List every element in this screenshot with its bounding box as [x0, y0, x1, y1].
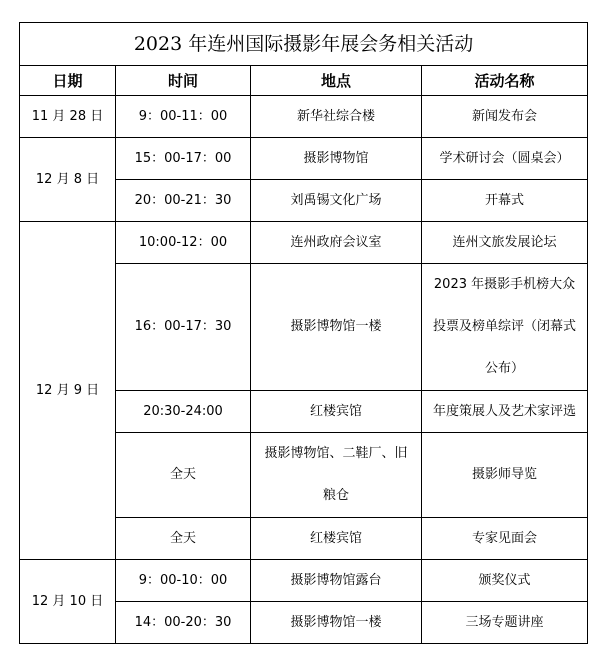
time-cell: 9：00-10：00 [116, 560, 251, 602]
time-cell: 20:30-24:00 [116, 391, 251, 433]
activity-text: 2023 年摄影手机榜大众投票及榜单综评（闭幕式公布） [433, 277, 577, 376]
table-row [20, 222, 588, 264]
header-activity: 活动名称 [422, 66, 588, 96]
table-row [20, 96, 588, 138]
activity-cell: 颁奖仪式 [422, 560, 588, 602]
time-cell: 10:00-12：00 [116, 222, 251, 264]
activity-cell: 新闻发布会 [422, 96, 588, 138]
place-cell: 红楼宾馆 [251, 518, 422, 560]
activity-cell [422, 264, 588, 391]
activity-cell: 开幕式 [422, 180, 588, 222]
header-date: 日期 [20, 66, 116, 96]
time-cell: 15：00-17：00 [116, 138, 251, 180]
schedule-table [19, 22, 588, 644]
place-cell: 摄影博物馆一楼 [251, 264, 422, 391]
place-text: 摄影博物馆、二鞋厂、旧粮仓 [264, 446, 408, 503]
date-cell: 11 月 28 日 [20, 96, 116, 138]
activity-cell: 摄影师导览 [422, 433, 588, 518]
place-cell: 刘禹锡文化广场 [251, 180, 422, 222]
time-cell: 9：00-11：00 [116, 96, 251, 138]
time-cell: 20：00-21：30 [116, 180, 251, 222]
place-cell: 摄影博物馆露台 [251, 560, 422, 602]
date-cell: 12 月 9 日 [20, 222, 116, 560]
date-cell: 12 月 10 日 [20, 560, 116, 644]
table-row [20, 138, 588, 180]
place-cell: 红楼宾馆 [251, 391, 422, 433]
schedule-sheet [19, 22, 588, 644]
activity-cell: 年度策展人及艺术家评选 [422, 391, 588, 433]
time-cell: 全天 [116, 433, 251, 518]
place-cell: 新华社综合楼 [251, 96, 422, 138]
date-cell: 12 月 8 日 [20, 138, 116, 222]
activity-cell: 连州文旅发展论坛 [422, 222, 588, 264]
place-cell: 摄影博物馆一楼 [251, 602, 422, 644]
place-cell: 摄影博物馆 [251, 138, 422, 180]
place-cell [251, 433, 422, 518]
activity-cell: 三场专题讲座 [422, 602, 588, 644]
header-place: 地点 [251, 66, 422, 96]
time-cell: 全天 [116, 518, 251, 560]
activity-cell: 专家见面会 [422, 518, 588, 560]
table-title: 2023 年连州国际摄影年展会务相关活动 [20, 23, 588, 66]
activity-cell: 学术研讨会（圆桌会） [422, 138, 588, 180]
place-cell: 连州政府会议室 [251, 222, 422, 264]
time-cell: 14：00-20：30 [116, 602, 251, 644]
table-row [20, 560, 588, 602]
header-time: 时间 [116, 66, 251, 96]
time-cell: 16：00-17：30 [116, 264, 251, 391]
